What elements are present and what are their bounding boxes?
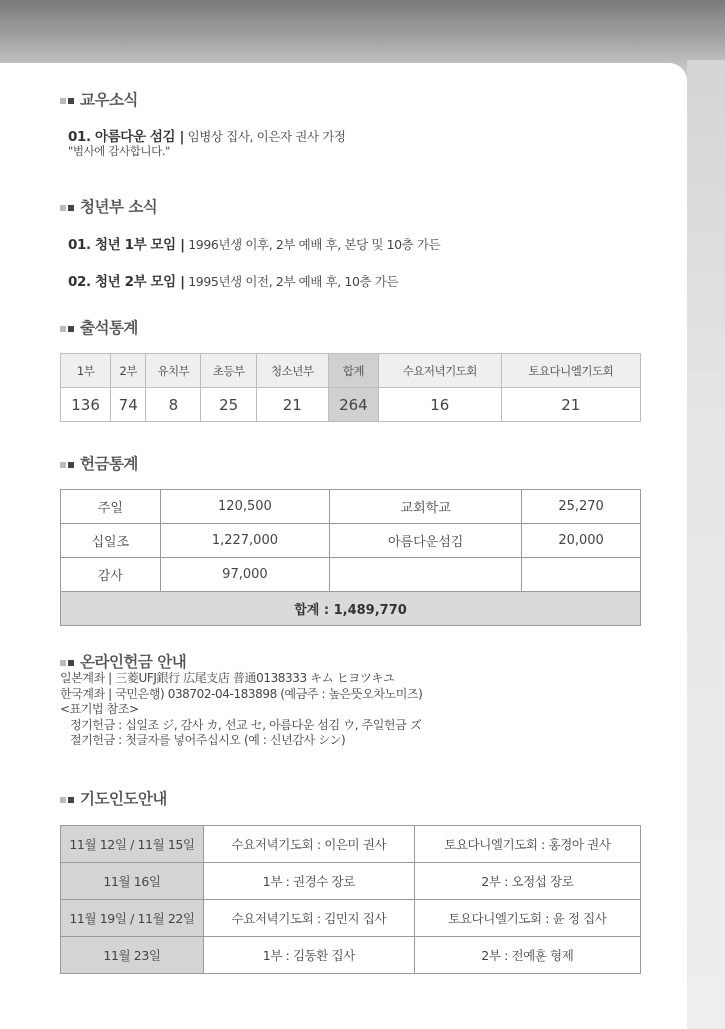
- table-row: [61, 937, 641, 974]
- online-info: [60, 671, 422, 749]
- table-cell: 감사: [61, 558, 161, 592]
- offering-total: 합계 : 1,489,770: [61, 592, 641, 626]
- offering-table: [60, 489, 641, 626]
- table-cell: 1,227,000: [160, 524, 329, 558]
- table-row: [61, 863, 641, 900]
- youth-item-2: 02. 청년 2부 모임 | 1995년생 이전, 2부 예배 후, 10층 가든: [68, 274, 399, 290]
- section-title-online: 온라인헌금 안내: [60, 650, 186, 672]
- att-value-1: 136: [61, 388, 111, 422]
- table-cell: 수요저녁기도회 : 이은미 권사: [204, 826, 415, 863]
- att-header-7: 수요저녁기도회: [379, 354, 502, 388]
- table-cell: 20,000: [522, 524, 641, 558]
- att-header-total: 합계: [328, 354, 378, 388]
- prayer-date: 11월 16일: [61, 863, 204, 900]
- att-value-5: 21: [256, 388, 328, 422]
- table-cell: 1부 : 김동환 집사: [204, 937, 415, 974]
- att-header-1: 1부: [61, 354, 111, 388]
- att-value-8: 21: [501, 388, 640, 422]
- japan-account: 일본계좌 | 三菱UFJ銀行 広尾支店 普通0138333 キム ヒヨツキユ: [60, 671, 395, 685]
- section-title-youth: 청년부 소식: [60, 195, 157, 217]
- table-cell: 1부 : 권경수 장로: [204, 863, 415, 900]
- korea-account: 한국계좌 | 국민은행) 038702-04-183898 (예금주 : 높은뜻오차노미즈): [60, 686, 423, 701]
- table-row: [61, 826, 641, 863]
- news-item-1: 01. 아름다운 섬김 | 임병상 집사, 이은자 권사 가정: [68, 129, 346, 145]
- att-value-2: 74: [111, 388, 146, 422]
- attendance-table: [60, 353, 641, 422]
- section-title-news: 교우소식: [60, 88, 138, 110]
- prayer-date: 11월 12일 / 11월 15일: [61, 826, 204, 863]
- prayer-date: 11월 23일: [61, 937, 204, 974]
- section-title-offering: 헌금통계: [60, 452, 138, 474]
- youth-item-1: 01. 청년 1부 모임 | 1996년생 이후, 2부 예배 후, 본당 및 10층 가든: [68, 237, 441, 253]
- table-row: [61, 900, 641, 937]
- table-cell: 토요다니엘기도회 : 홍경아 권사: [414, 826, 640, 863]
- att-header-8: 토요다니엘기도회: [501, 354, 640, 388]
- side-background: [687, 60, 725, 1029]
- table-cell: 25,270: [522, 490, 641, 524]
- table-cell: 97,000: [160, 558, 329, 592]
- prayer-table: [60, 825, 641, 974]
- att-value-4: 25: [201, 388, 256, 422]
- table-cell: 교회학교: [330, 490, 522, 524]
- table-cell: 수요저녁기도회 : 김민지 집사: [204, 900, 415, 937]
- section-title-attendance: 출석통계: [60, 316, 138, 338]
- notation-regular: 정기헌금 : 십일조 ジ, 감사 カ, 선교 セ, 아름다운 섬김 ウ, 주일헌금 ズ: [70, 717, 422, 732]
- table-cell: [330, 558, 522, 592]
- notation-seasonal: 절기헌금 : 첫글자를 넣어주십시오 (예 : 신년감사 シン): [70, 733, 346, 747]
- table-cell: 2부 : 전예훈 형제: [414, 937, 640, 974]
- section-title-prayer: 기도인도안내: [60, 787, 167, 809]
- prayer-date: 11월 19일 / 11월 22일: [61, 900, 204, 937]
- att-value-total: 264: [328, 388, 378, 422]
- table-row: [61, 558, 641, 592]
- att-header-2: 2부: [111, 354, 146, 388]
- offering-total-row: [61, 592, 641, 626]
- table-cell: [522, 558, 641, 592]
- news-item-1-quote: "범사에 감사합니다.": [68, 144, 170, 158]
- att-header-4: 초등부: [201, 354, 256, 388]
- table-cell: 주일: [61, 490, 161, 524]
- table-cell: 120,500: [160, 490, 329, 524]
- att-value-7: 16: [379, 388, 502, 422]
- table-cell: 십일조: [61, 524, 161, 558]
- table-cell: 2부 : 오정섭 장로: [414, 863, 640, 900]
- att-header-3: 유치부: [146, 354, 201, 388]
- table-cell: 아름다운섬김: [330, 524, 522, 558]
- att-header-5: 청소년부: [256, 354, 328, 388]
- table-row: [61, 524, 641, 558]
- notation-title: <표기법 참조>: [60, 702, 139, 716]
- table-row: [61, 490, 641, 524]
- att-value-3: 8: [146, 388, 201, 422]
- table-cell: 토요다니엘기도회 : 윤 정 집사: [414, 900, 640, 937]
